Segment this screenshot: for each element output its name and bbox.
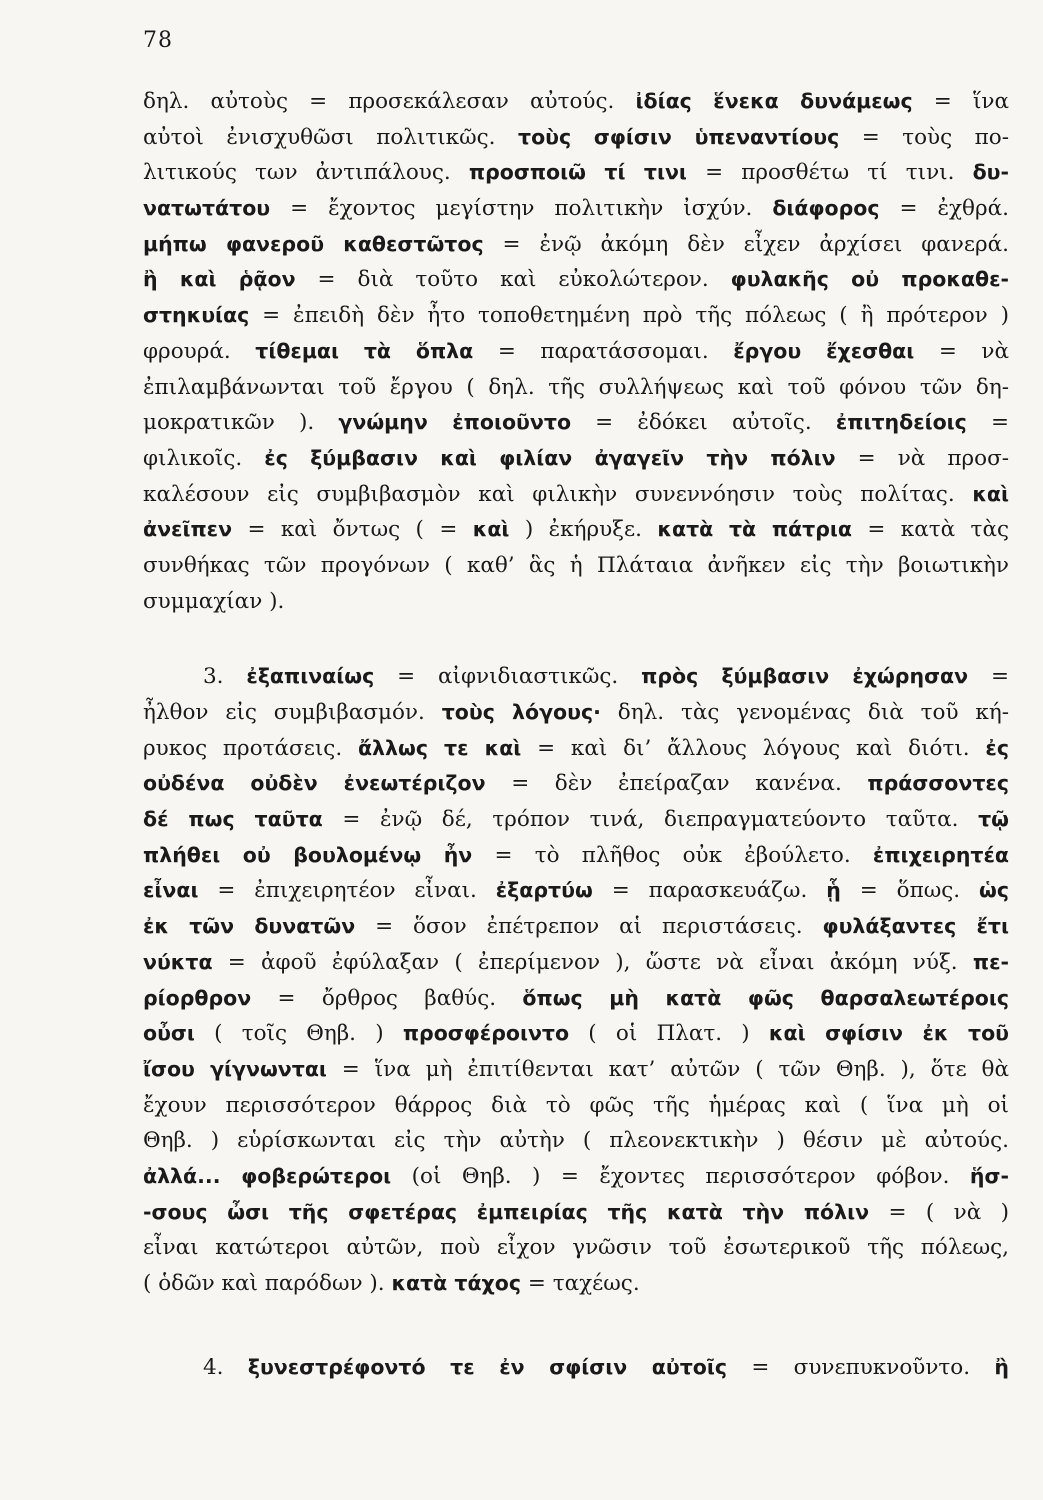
lemma-term: ἔργου ἔχεσθαι (733, 338, 915, 363)
text-line (143, 1159, 1009, 1195)
gloss-text: = παρατάσσομαι. (473, 338, 734, 364)
text-line (143, 1266, 1009, 1302)
text-line (143, 1016, 1009, 1052)
lemma-term: ἰδίας ἕνεκα δυνάμεως (635, 89, 913, 113)
text-line (143, 584, 1009, 620)
lemma-term: ἐς ξύμβασιν καὶ φιλίαν ἀγαγεῖν τὴν πόλιν (264, 445, 836, 470)
gloss-text: δηλ. αὐτοὺς = προσεκάλεσαν αὐτούς. (143, 89, 636, 114)
gloss-text: = ὅσον ἐπέτρεπον αἱ περιστάσεις. (355, 914, 823, 940)
commentary-text (143, 84, 1009, 1385)
gloss-text: συνθήκας τῶν προγόνων ( καθ’ ἃς ἡ Πλάταια ἀνῆκεν εἰς τὴν βοιωτικὴν (143, 552, 1009, 578)
gloss-text: αὐτοὶ ἐνισχυθῶσι πολιτικῶς. (143, 124, 518, 150)
gloss-text: φρουρά. (143, 338, 256, 364)
lemma-term: ξυνεστρέφοντό τε ἐν σφίσιν αὐτοῖς (247, 1354, 728, 1379)
gloss-text: λιτικούς των ἀντιπάλους. (143, 160, 469, 186)
gloss-text: = ἐδόκει αὐτοῖς. (571, 410, 836, 436)
section-gap (143, 619, 1009, 659)
gloss-text: 4. (203, 1354, 248, 1380)
text-line (143, 120, 1009, 156)
gloss-text: = ὅπως. (840, 878, 980, 904)
lemma-term: τοὺς σφίσιν ὑπεναντίους (517, 124, 840, 149)
lemma-term: δυ- (972, 160, 1009, 185)
text-line (143, 1123, 1009, 1159)
gloss-text: = (966, 410, 1009, 436)
gloss-text: = ἐνῷ ἀκόμη δὲν εἶχεν ἀρχίσει φανερά. (483, 231, 1009, 257)
gloss-text: ρυκος προτάσεις. (143, 735, 358, 761)
lemma-term: ἐπιχειρητέα (872, 842, 1009, 867)
lemma-term: κατὰ τάχος (391, 1271, 522, 1295)
text-line (143, 155, 1009, 191)
gloss-text: ( οἱ Πλατ. ) (569, 1021, 769, 1047)
lemma-term: κατὰ τὰ πάτρια (657, 517, 852, 542)
text-line (143, 695, 1009, 731)
lemma-term: στηκυίας (143, 303, 250, 328)
gloss-text: ἦλθον εἰς συμβιβασμόν. (143, 700, 442, 725)
gloss-text: = καὶ δι’ ἄλλους λόγους καὶ διότι. (521, 735, 986, 761)
text-line (143, 477, 1009, 513)
gloss-text: = συνεπυκνοῦντο. (727, 1354, 995, 1380)
gloss-text: Θηβ. ) εὑρίσκωνται εἰς τὴν αὐτὴν ( πλεονεκτικὴν ) θέσιν μὲ αὐτούς. (143, 1128, 1009, 1154)
gloss-text: = ( νὰ ) (869, 1199, 1009, 1225)
text-line (143, 1088, 1009, 1124)
lemma-term: ἢ καὶ ῥᾷον (143, 267, 296, 292)
lemma-term: ἐς (985, 735, 1009, 760)
lemma-term: μήπω φανεροῦ καθεστῶτος (143, 231, 484, 256)
gloss-text: ( ὁδῶν καὶ παρόδων ). (143, 1271, 392, 1296)
section-gap (143, 1302, 1009, 1350)
text-line (143, 659, 1009, 695)
gloss-text: = τὸ πλῆθος οὐκ ἐβούλετο. (472, 842, 873, 868)
text-line (143, 802, 1009, 838)
gloss-text: = ἵνα (912, 89, 1009, 114)
text-line (143, 1350, 1009, 1386)
text-line (143, 731, 1009, 767)
lemma-term: καὶ σφίσιν ἐκ τοῦ (768, 1021, 1009, 1046)
gloss-text: μοκρατικῶν ). (143, 410, 339, 436)
gloss-text: = δὲν ἐπείραζαν κανένα. (485, 771, 868, 797)
section-2 (143, 84, 1009, 619)
text-line (143, 512, 1009, 548)
text-line (143, 441, 1009, 477)
lemma-term: νύκτα (143, 949, 213, 974)
lemma-term: ἄλλως τε καὶ (357, 735, 522, 760)
text-line (143, 84, 1009, 120)
lemma-term: προσφέροιντο (402, 1021, 570, 1046)
lemma-term: οὖσι (143, 1021, 195, 1046)
section-4 (143, 1350, 1009, 1386)
text-line (143, 945, 1009, 981)
gloss-text: = διὰ τοῦτο καὶ εὐκολώτερον. (295, 267, 731, 293)
gloss-text: συμμαχίαν ). (143, 588, 285, 614)
text-line (143, 1052, 1009, 1088)
lemma-term: διάφορος (772, 196, 880, 221)
lemma-term: ἐξαπιναίως (246, 664, 375, 689)
text-line (143, 262, 1009, 298)
gloss-text: = ἐνῷ δέ, τρόπον τινά, διεπραγματεύοντο ταῦτα. (322, 807, 979, 833)
gloss-text: ( τοῖς Θηβ. ) (194, 1021, 403, 1047)
gloss-text: = ἔχοντος μεγίστην πολιτικὴν ἰσχύν. (270, 196, 773, 222)
section-3 (143, 659, 1009, 1301)
text-line (143, 1195, 1009, 1231)
lemma-term: εἶναι (143, 878, 199, 903)
lemma-term: ἥσ- (969, 1163, 1009, 1188)
gloss-text: = ἵνα μὴ ἐπιτίθενται κατ’ αὐτῶν ( τῶν Θηβ. ), ὅτε θὰ (326, 1056, 1009, 1082)
lemma-term: φυλάξαντες ἔτι (822, 914, 1010, 939)
text-line (143, 1230, 1009, 1266)
gloss-text: = ἐπιχειρητέον εἶναι. (198, 878, 496, 904)
lemma-term: ὅπως μὴ κατὰ φῶς θαρσαλεωτέροις (522, 985, 1009, 1010)
lemma-term: πράσσοντες (867, 771, 1009, 796)
gloss-text: = προσθέτω τί τινι. (686, 160, 973, 186)
lemma-term: ρίορθρον (143, 985, 252, 1010)
text-line (143, 838, 1009, 874)
text-line (143, 548, 1009, 584)
gloss-text: = (968, 664, 1009, 690)
lemma-term: -σους ὦσι τῆς σφετέρας ἐμπειρίας τῆς κατὰ τὴν πόλιν (143, 1199, 870, 1224)
lemma-term: ἴσου γίγνωνται (143, 1056, 327, 1081)
lemma-term: ὡς (979, 878, 1010, 903)
gloss-text: εἶναι κατώτεροι αὐτῶν, ποὺ εἶχον γνῶσιν τοῦ ἐσωτερικοῦ τῆς πόλεως, (143, 1235, 1009, 1261)
lemma-term: προσποιῶ τί τινι (468, 160, 687, 185)
text-line (143, 909, 1009, 945)
lemma-term: καὶ (972, 481, 1009, 506)
gloss-text: = ἐχθρά. (879, 196, 1009, 222)
text-line (143, 981, 1009, 1017)
lemma-term: τοὺς λόγους· (441, 700, 601, 724)
gloss-text: = παρασκευάζω. (592, 878, 827, 904)
gloss-text: δηλ. τὰς γενομένας διὰ τοῦ κή- (600, 700, 1009, 725)
gloss-text: = ἀφοῦ ἐφύλαξαν ( ἐπερίμενον ), ὥστε νὰ εἶναι ἀκόμη νύξ. (212, 949, 973, 975)
text-line (143, 334, 1009, 370)
text-line (143, 405, 1009, 441)
gloss-text: = ὄρθρος βαθύς. (251, 985, 523, 1011)
gloss-text: = τοὺς πο- (839, 124, 1009, 150)
gloss-text: φιλικοῖς. (143, 445, 265, 471)
text-line (143, 766, 1009, 802)
lemma-term: γνώμην ἐποιοῦντο (338, 410, 572, 435)
lemma-term: νατωτάτου (143, 196, 271, 221)
gloss-text: ἔχουν περισσότερον θάρρος διὰ τὸ φῶς τῆς ἡμέρας καὶ ( ἵνα μὴ οἱ (143, 1092, 1009, 1118)
gloss-text: = αἰφνιδιαστικῶς. (374, 664, 642, 690)
gloss-text: 3. (203, 664, 247, 690)
lemma-term: τίθεμαι τὰ ὅπλα (255, 338, 474, 363)
text-line (143, 191, 1009, 227)
lemma-term: πε- (972, 949, 1009, 974)
gloss-text: = νὰ (914, 338, 1009, 364)
gloss-text: = νὰ προσ- (835, 445, 1010, 471)
gloss-text: ἐπιλαμβάνωνται τοῦ ἔργου ( δηλ. τῆς συλλήψεως καὶ τοῦ φόνου τῶν δη- (143, 374, 1009, 400)
lemma-term: ἢ (994, 1354, 1009, 1379)
text-line (143, 370, 1009, 406)
page-number: 78 (143, 28, 173, 53)
text-line (143, 298, 1009, 334)
lemma-term: ἀλλά... φοβερώτεροι (143, 1163, 392, 1188)
gloss-text: (οἱ Θηβ. ) = ἔχοντες περισσότερον φόβον. (391, 1163, 970, 1189)
lemma-term: δέ πως ταῦτα (143, 807, 323, 832)
lemma-term: πλήθει οὐ βουλομένῳ ἦν (143, 842, 473, 867)
lemma-term: ἐπιτηδείοις (835, 410, 967, 435)
lemma-term: ἀνεῖπεν (143, 517, 233, 542)
gloss-text: = ταχέως. (521, 1271, 640, 1296)
lemma-term: φυλακῆς οὐ προκαθε- (730, 267, 1010, 292)
gloss-text: = ἐπειδὴ δὲν ἦτο τοποθετημένη πρὸ τῆς πόλεως ( ἢ πρότερον ) (249, 303, 1009, 329)
lemma-term: ᾗ (826, 878, 841, 903)
text-line (143, 873, 1009, 909)
gloss-text: καλέσουν εἰς συμβιβασμὸν καὶ φιλικὴν συνεννόησιν τοὺς πολίτας. (143, 481, 973, 507)
lemma-term: καὶ (472, 517, 510, 542)
lemma-term: τῷ (978, 807, 1009, 832)
gloss-text: = κατὰ τὰς (851, 517, 1010, 543)
lemma-term: ἐξαρτύω (495, 878, 593, 903)
lemma-term: ἐκ τῶν δυνατῶν (143, 914, 356, 939)
lemma-term: πρὸς ξύμβασιν ἐχώρησαν (641, 664, 969, 689)
text-line (143, 227, 1009, 263)
gloss-text: ) ἐκήρυξε. (509, 517, 658, 543)
lemma-term: οὐδένα οὐδὲν ἐνεωτέριζον (143, 771, 486, 796)
gloss-text: = καὶ ὄντως ( = (232, 517, 473, 543)
